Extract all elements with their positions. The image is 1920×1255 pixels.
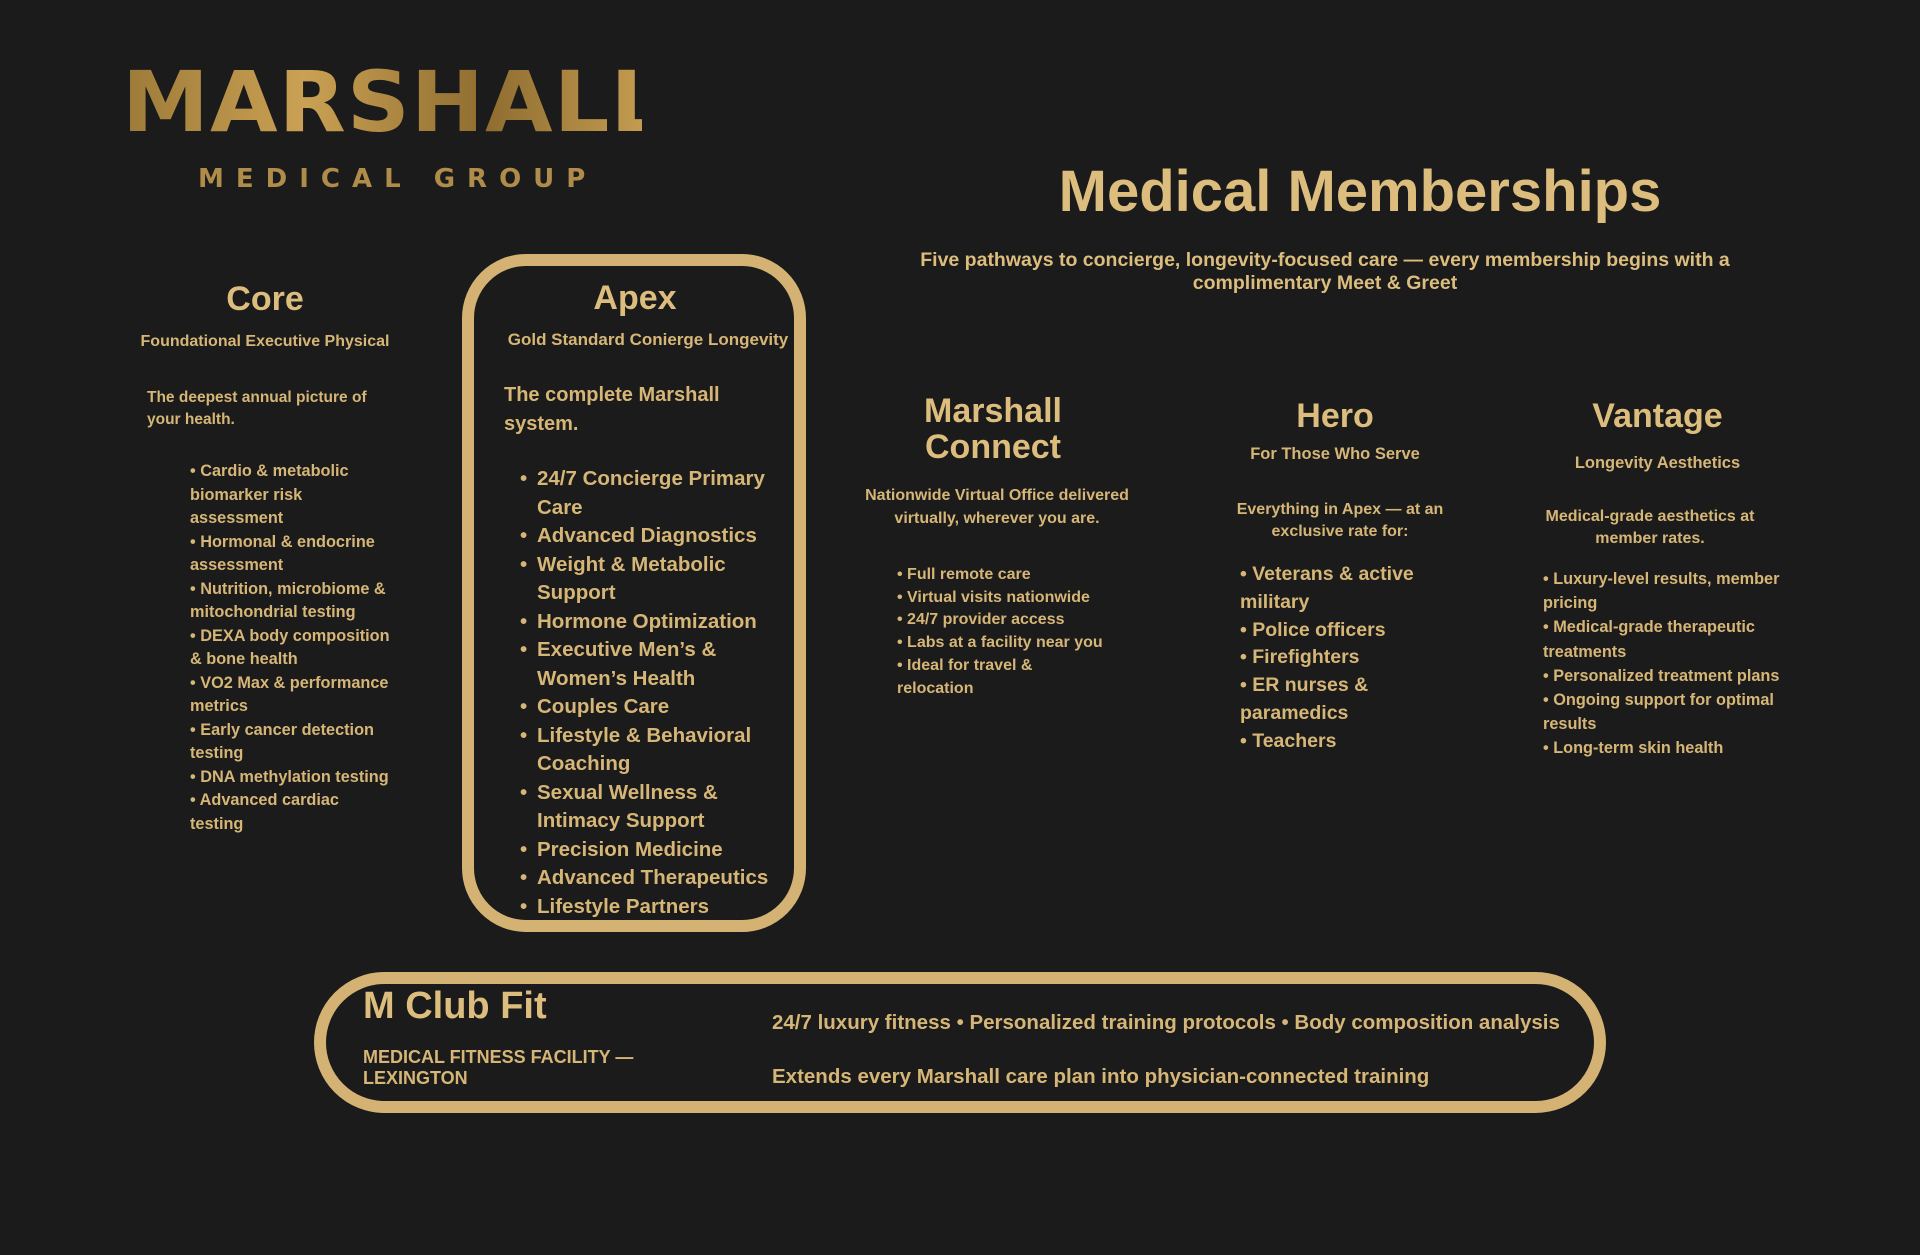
list-item: • Virtual visits nationwide <box>897 588 1090 606</box>
mclub-description: Extends every Marshall care plan into physician-connected training <box>772 1065 1430 1088</box>
core-tagline: Foundational Executive Physical <box>140 333 390 350</box>
list-item: • Lifestyle Partners <box>520 893 800 922</box>
list-item: • Advanced cardiac testing <box>190 791 339 833</box>
list-item: • Firefighters <box>1240 646 1360 669</box>
list-item: • Weight & Metabolic Support <box>520 551 800 608</box>
list-item: • Veterans & active military <box>1240 563 1414 613</box>
mclub-subtitle: MEDICAL FITNESS FACILITY — LEXINGTON <box>363 1047 634 1088</box>
list-item: • Full remote care <box>897 566 1031 583</box>
apex-title: Apex <box>593 279 677 317</box>
list-item: • Medical-grade therapeutic treatments <box>1543 618 1755 661</box>
list-item: • VO2 Max & performance metrics <box>190 673 389 715</box>
list-item: • Nutrition, microbiome & mitochondrial testing <box>190 579 386 621</box>
logo-wordmark: MARSHALL <box>122 53 668 151</box>
list-item: • Hormone Optimization <box>520 608 800 637</box>
hero-title: Hero <box>1296 397 1374 435</box>
list-item: • Labs at a facility near you <box>897 634 1103 652</box>
page-title: Medical Memberships <box>1058 159 1662 224</box>
list-item: • Advanced Diagnostics <box>520 522 800 551</box>
vantage-feature-list <box>1543 567 1783 761</box>
core-title: Core <box>226 280 304 318</box>
logo <box>122 53 668 194</box>
connect-tagline: Nationwide Virtual Office delivered virtually, wherever you are. <box>865 487 1129 527</box>
connect-feature-list <box>897 564 1107 700</box>
list-item: • Long-term skin health <box>1543 739 1724 758</box>
list-item: • Cardio & metabolic biomarker risk assessment <box>190 462 349 527</box>
list-item: • Teachers <box>1240 729 1337 752</box>
list-item: • Precision Medicine <box>520 836 800 865</box>
list-item: • Personalized treatment plans <box>1543 666 1780 685</box>
mclub-features: 24/7 luxury fitness • Personalized training protocols • Body composition analysis <box>772 1011 1560 1034</box>
list-item: • Luxury-level results, member pricing <box>1543 570 1780 613</box>
core-feature-list <box>190 460 390 836</box>
list-item: • Early cancer detection testing <box>190 720 374 762</box>
list-item: • 24/7 provider access <box>897 611 1065 629</box>
list-item: • 24/7 Concierge Primary Care <box>520 465 800 522</box>
list-item: • Lifestyle & Behavioral Coaching <box>520 722 800 779</box>
list-item: • Couples Care <box>520 693 800 722</box>
hero-tagline: For Those Who Serve <box>1250 445 1420 463</box>
list-item: • Sexual Wellness & Intimacy Support <box>520 779 800 836</box>
apex-feature-list <box>520 465 800 921</box>
vantage-intro: Medical-grade aesthetics at member rates. <box>1545 508 1755 547</box>
mclub-title: M Club Fit <box>363 985 547 1027</box>
list-item: • Executive Men’s & Women’s Health <box>520 636 800 693</box>
apex-intro: The complete Marshall system. <box>504 384 720 435</box>
page-subtitle: Five pathways to concierge, longevity-focused care — every membership begins with a complimentary Meet & Greet <box>920 249 1730 294</box>
list-item: • ER nurses & paramedics <box>1240 674 1369 724</box>
apex-tagline: Gold Standard Conierge Longevity <box>507 330 789 349</box>
hero-intro: Everything in Apex — at an exclusive rate for: <box>1236 501 1444 540</box>
vantage-title: Vantage <box>1592 397 1723 435</box>
list-item: • Police officers <box>1240 618 1386 641</box>
hero-feature-list <box>1240 561 1460 756</box>
connect-title: Marshall Connect <box>924 392 1062 466</box>
list-item: • Ideal for travel & relocation <box>897 656 1033 697</box>
core-intro: The deepest annual picture of your health. <box>147 389 367 428</box>
list-item: • Ongoing support for optimal results <box>1543 691 1774 734</box>
list-item: • DNA methylation testing <box>190 767 389 786</box>
vantage-tagline: Longevity Aesthetics <box>1574 454 1741 472</box>
logo-subtitle: MEDICAL GROUP <box>198 164 598 194</box>
list-item: • DEXA body composition & bone health <box>190 626 390 668</box>
list-item: • Advanced Therapeutics <box>520 864 800 893</box>
list-item: • Hormonal & endocrine assessment <box>190 532 375 574</box>
